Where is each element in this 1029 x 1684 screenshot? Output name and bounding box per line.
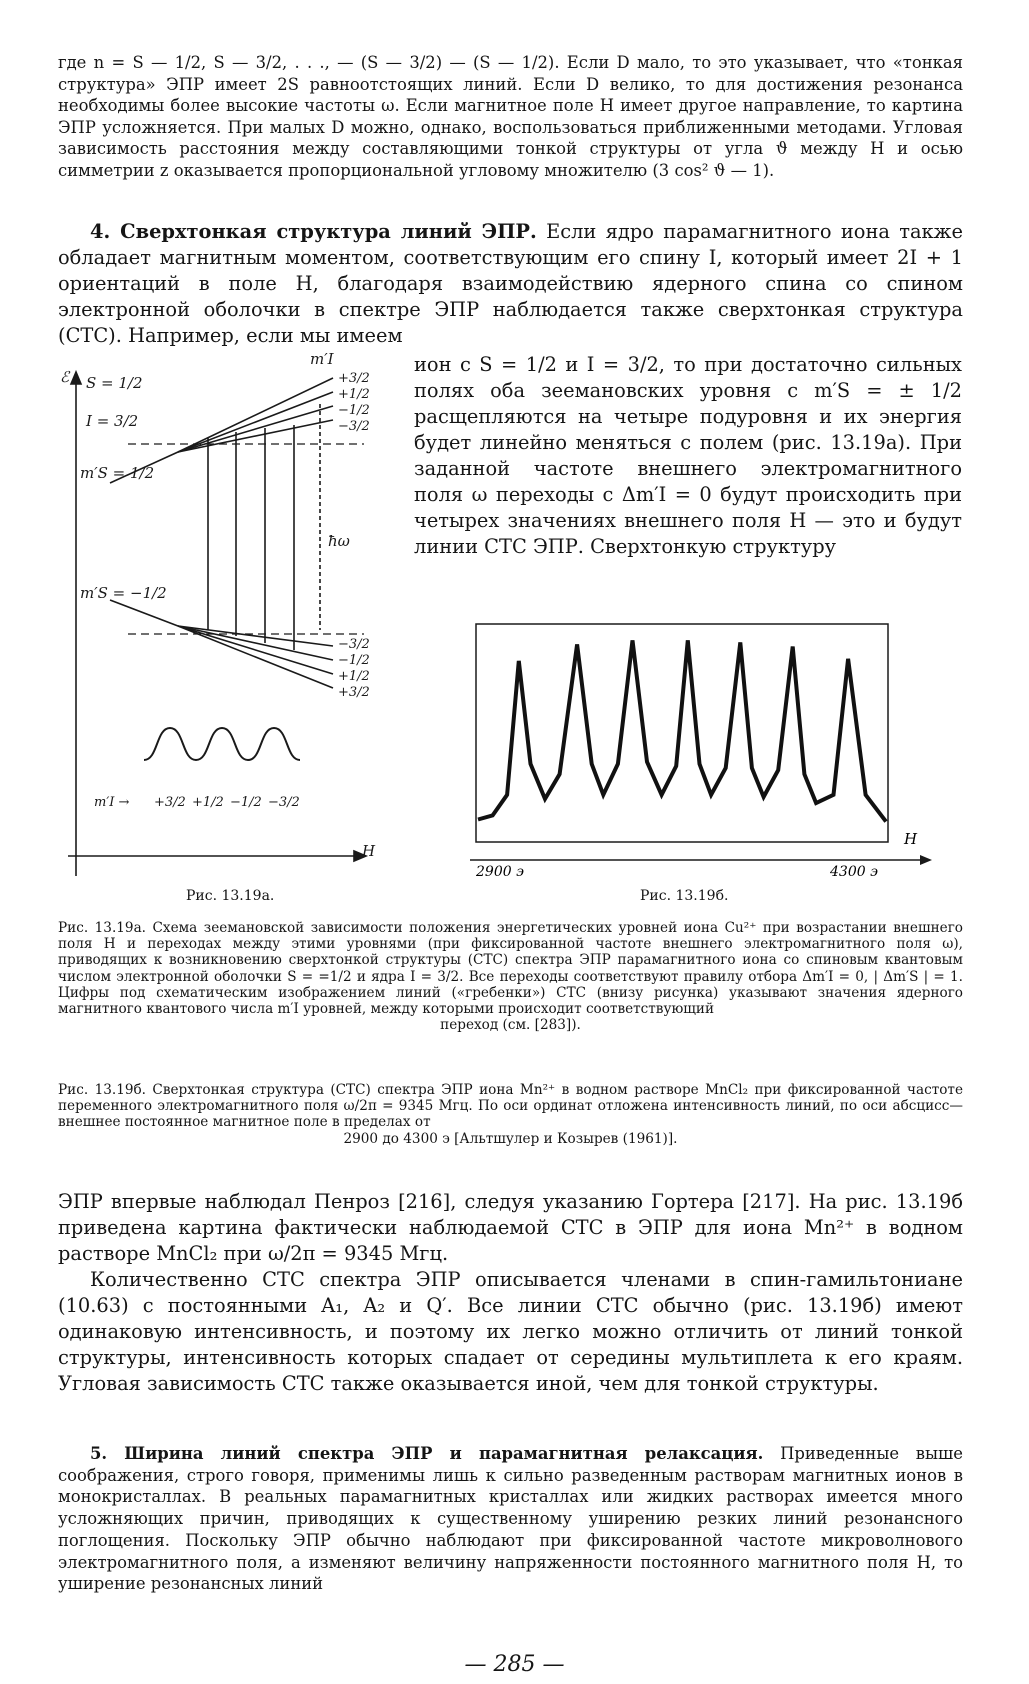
spin-i-label: I = 3/2 (86, 412, 139, 430)
caption-b-text: Рис. 13.19б. Сверхтонкая структура (СТС) спектра ЭПР иона Mn²⁺ в водном растворе MnCl₂ при фиксированной частоте переменного электромагнитного поля ω/2π = 9345 Мгц. По оси ординат отложена интенсивность линий, по оси абсцисс—внешнее постоянное магнитное поле в пределах от (58, 1082, 963, 1131)
comb-value: −1/2 (230, 795, 262, 810)
caption-a-text: Рис. 13.19а. Схема зеемановской зависимости положения энергетических уровней иона Cu²⁺ при возрастании внешнего поля H и переходах между этими уровнями (при фиксированной частоте внешнего электромагнитного поля ω), приводящих к возникновению сверхтонкой структуры (СТС) спектра ЭПР парамагнитного иона со спиновым квантовым числом электронной оболочки S = =1/2 и ядра I = 3/2. Все переходы соответствуют правилу отбора Δm′I = 0, | Δm′S | = 1. Цифры под схематическим изображением линий («гребенки») СТС (внизу рисунка) указывают значения ядерного магнитного квантового числа m′I уровней, между которыми происходит соответствующий (58, 920, 963, 1018)
section-5-heading: 5. Ширина линий спектра ЭПР и парамагнитная релаксация. (90, 1444, 764, 1463)
paragraph-fine-structure: где n = S — 1/2, S — 3/2, . . ., — (S — 3/2) — (S — 1/2). Если D мало, то это указывает, что «тонкая структура» ЭПР имеет 2S равноотстоящих линий. Если D велико, то для достижения резонанса необходимы более высокие частоты ω. Если магнитное поле H имеет другое направление, то картина ЭПР усложняется. При малых D можно, однако, воспользоваться приближенными методами. Угловая зависимость расстояния между составляющими тонкой структуры от угла ϑ между H и осью симметрии z оказывается пропорциональной угловому множителю (3 cos² ϑ — 1). (58, 53, 963, 180)
field-axis-label: H (362, 842, 376, 860)
energy-axis-arrow (71, 372, 81, 384)
spin-s-label: S = 1/2 (86, 374, 143, 392)
lower-level-label: −1/2 (338, 653, 370, 668)
section-4-paragraph (58, 219, 963, 349)
caption-figure-a (58, 920, 963, 1033)
lower-level-label: −3/2 (338, 637, 370, 652)
x-end-label: 4300 э (830, 864, 878, 880)
section-4-heading: 4. Сверхтонкая структура линий ЭПР. (90, 220, 537, 243)
section-5-paragraph (58, 1443, 963, 1595)
lower-level-label: +3/2 (338, 685, 370, 700)
section-4-side-text: ион с S = 1/2 и I = 3/2, то при достаточно сильных полях оба зеемановских уровня с m′S = ± 1/2 расщепляются на четыре подуровня и их энергия будет линейно меняться с полем (рис. 13.19а). При заданной частоте внешнего электромагнитного поля ω переходы с Δm′I = 0 будут происходить при четырех значениях внешнего поля H — это и будут линии СТС ЭПР. Сверхтонкую структуру (414, 353, 962, 558)
figure-13-19b (470, 618, 940, 880)
upper-level-label: −1/2 (338, 403, 370, 418)
caption-figure-b (58, 1082, 963, 1147)
figure-13-19a-label: Рис. 13.19а. (186, 888, 275, 904)
ms-plus-label: m′S = 1/2 (80, 464, 155, 482)
caption-a-end: переход (см. [283]). (440, 1017, 581, 1034)
spectrum-line (478, 640, 886, 821)
mi-header-label: m′I (310, 350, 334, 368)
comb-value: +3/2 (154, 795, 186, 810)
upper-level-label: −3/2 (338, 419, 370, 434)
lower-level-label: +1/2 (338, 669, 370, 684)
caption-b-end: 2900 до 4300 э [Альтшулер и Козырев (1961)]. (343, 1130, 678, 1147)
section-5-text: Приведенные выше соображения, строго говоря, применимы лишь к сильно разведенным растворам магнитных ионов в монокристаллах. В реальных парамагнитных кристаллах или жидких растворах имеется много усложняющих причин, приводящих к существенному уширению резких линий резонансного поглощения. Поскольку ЭПР обычно наблюдают при фиксированной частоте микроволнового электромагнитного поля, а изменяют величину напряженности постоянного магнитного поля H, то уширение резонансных линий (58, 1444, 963, 1594)
x-axis-arrow (920, 855, 932, 865)
upper-level-label: +1/2 (338, 387, 370, 402)
x-start-label: 2900 э (476, 864, 524, 880)
comb-value: +1/2 (192, 795, 224, 810)
figure-13-19b-label: Рис. 13.19б. (640, 888, 729, 904)
energy-axis-label: ℰ (60, 368, 70, 386)
comb-label: m′I → (94, 795, 130, 810)
comb-value: −3/2 (268, 795, 300, 810)
paragraph-penrose: ЭПР впервые наблюдал Пенроз [216], следуя указанию Гортера [217]. На рис. 13.19б приведена картина фактически наблюдаемой СТС в ЭПР для иона Mn²⁺ в водном растворе MnCl₂ при ω/2π = 9345 Мгц. (58, 1190, 963, 1265)
figure-13-19a (58, 348, 403, 888)
spectrum-frame (476, 624, 888, 842)
paragraph-quantitative: Количественно СТС спектра ЭПР описывается членами в спин-гамильтониане (10.63) с постоянными A₁, A₂ и Q′. Все линии СТС обычно (рис. 13.19б) имеют одинаковую интенсивность, и поэтому их легко можно отличить от линий тонкой структуры, интенсивность которых спадает от середины мультиплета к его краям. Угловая зависимость СТС также оказывается иной, чем для тонкой структуры. (58, 1268, 963, 1395)
page-number: — 285 — (464, 1652, 565, 1677)
section-4-text: Если ядро парамагнитного иона также обладает магнитным моментом, соответствующим его спину I, который имеет 2I + 1 ориентаций в поле H, благодаря взаимодействию ядерного спина со спином электронной оболочки в спектре ЭПР наблюдается также сверхтонкая структура (СТС). Например, если мы имеем (58, 220, 963, 347)
hbar-omega-label: ħω (328, 532, 350, 550)
upper-level-label: +3/2 (338, 371, 370, 386)
ms-minus-label: m′S = −1/2 (80, 584, 167, 602)
x-axis-label: H (904, 830, 918, 848)
